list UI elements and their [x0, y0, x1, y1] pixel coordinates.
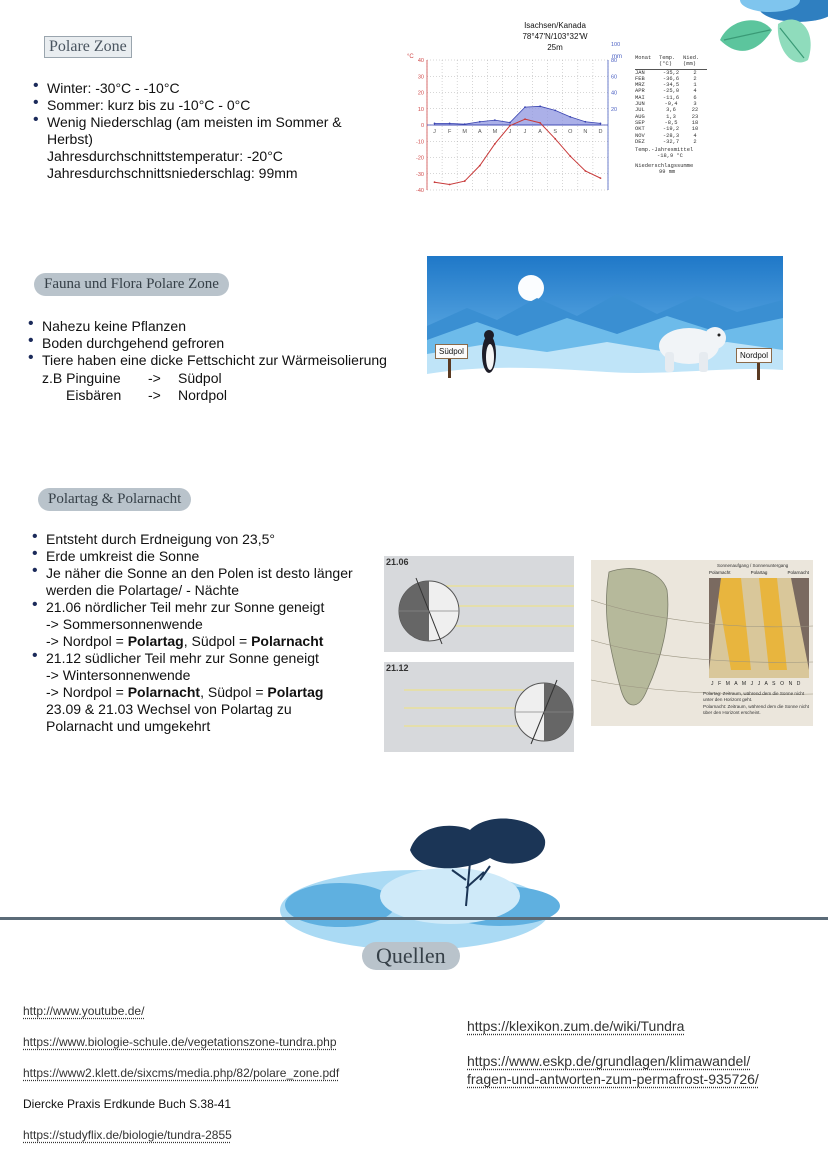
temp-tick-label: -20 [416, 155, 424, 162]
table-cell: 2 [693, 69, 697, 76]
month-tick-label: J [523, 129, 527, 135]
temp-tick-label: 10 [417, 106, 424, 113]
table-cell: 18 [691, 119, 699, 126]
table-cell: DEZ [635, 138, 645, 145]
temp-point [464, 180, 466, 182]
example-row: z.B Pinguine -> Südpol [42, 370, 222, 386]
month-tick-label: J [433, 129, 436, 135]
temp-point [509, 125, 511, 127]
annual-temp-value: -18,9 °C [657, 153, 683, 160]
source-link[interactable]: http://www.youtube.de/ [23, 1004, 145, 1018]
precip-point [464, 123, 466, 125]
list-item: 23.09 & 21.03 Wechsel von Polartag zu Polarnacht und umgekehrt [46, 701, 292, 734]
list-item: • Sommer: kurz bis zu -10°C - 0°C [31, 97, 371, 114]
table-cell: APR [635, 88, 645, 95]
table-cell: AUG [635, 113, 645, 120]
precip-point [449, 122, 451, 124]
source-link[interactable]: https://klexikon.zum.de/wiki/Tundra [467, 1018, 685, 1034]
temp-tick-label: -30 [416, 171, 424, 178]
precip-point [479, 121, 481, 123]
list-item: • Tiere haben eine dicke Fettschicht zur Wärmeisolierung [26, 352, 426, 369]
table-cell: FEB [635, 75, 645, 82]
earth-tilt-diagram-june [384, 556, 574, 652]
table-cell: 3,6 [666, 107, 676, 114]
animal-examples [42, 370, 227, 404]
table-cell: 2 [693, 138, 697, 145]
section-title-polare-zone: Polare Zone [44, 36, 132, 58]
table-cell: -19,2 [662, 126, 680, 133]
list-item: • 21.12 südlicher Teil mehr zur Sonne geneigt [30, 650, 360, 667]
list-item: • Je näher die Sonne an den Polen ist desto länger werden die Polartage/ - Nächte [30, 565, 360, 599]
fauna-flora-bullet-list [26, 318, 426, 369]
precip-point [434, 122, 436, 124]
tree-cloud-illustration [0, 810, 828, 925]
temp-tick-label: -40 [416, 188, 424, 194]
table-cell: -8,5 [664, 119, 678, 126]
month-tick-label: S [553, 129, 558, 135]
temp-tick-label: 30 [417, 74, 424, 81]
list-item: • 21.06 nördlicher Teil mehr zur Sonne geneigt [30, 599, 360, 616]
polar-day-map-photo [591, 560, 813, 726]
list-item: Jahresdurchschnittstemperatur: -20°C [47, 148, 283, 164]
table-header-cell: Monat [635, 55, 652, 61]
list-item: • Boden durchgehend gefroren [26, 335, 426, 352]
list-item: Jahresdurchschnittsniederschlag: 99mm [47, 165, 298, 181]
list-item: • Entsteht durch Erdneigung von 23,5° [30, 531, 360, 548]
table-cell: -36,6 [662, 75, 680, 82]
precip-point [600, 122, 602, 124]
precip-tick-label: 20 [611, 106, 618, 113]
temp-tick-label: 20 [417, 90, 424, 97]
section-title-quellen: Quellen [362, 942, 460, 970]
table-cell: 23 [691, 113, 699, 120]
table-cell: -32,7 [662, 138, 680, 145]
month-tick-label: F [447, 129, 452, 135]
source-link[interactable]: https://studyflix.de/biologie/tundra-2855 [23, 1128, 232, 1142]
table-cell: 10 [691, 126, 699, 133]
month-tick-label: M [492, 129, 498, 135]
map-caption: Polartag: Zeitraum, während dem die Sonne nicht unter den Horizont geht. Polarnacht: Zeitraum, während dem die Sonne nicht über den Horizont erscheint. [703, 691, 809, 715]
table-cell: JUN [635, 101, 645, 108]
precip-sum-value: 99 mm [659, 169, 676, 176]
precip-point [584, 121, 586, 123]
sources-right-list [467, 1018, 807, 1088]
temp-point [449, 184, 451, 186]
table-cell: JUL [635, 107, 645, 114]
list-item: -> Wintersonnenwende [46, 667, 191, 683]
precip-point [539, 105, 541, 107]
table-cell: SEP [635, 119, 645, 126]
table-header-cell: Nied. (mm) [683, 55, 700, 68]
list-item: • Wenig Niederschlag (am meisten im Sommer & Herbst) [31, 114, 371, 148]
climate-table-body [635, 70, 707, 146]
month-tick-label: N [583, 129, 588, 135]
temp-unit-label: °C [407, 54, 414, 60]
precip-tick-label: 80 [611, 58, 618, 64]
temp-tick-label: -10 [416, 139, 424, 146]
list-item: • Erde umkreist die Sonne [30, 548, 360, 565]
section-title-fauna-flora: Fauna und Flora Polare Zone [34, 273, 229, 296]
sources-left-list [23, 1004, 339, 1159]
month-tick-label: M [462, 129, 468, 135]
temp-point [584, 170, 586, 172]
table-cell: -28,3 [662, 132, 680, 139]
source-link[interactable]: https://www.biologie-schule.de/vegetationszone-tundra.php [23, 1035, 337, 1049]
temp-point [569, 155, 571, 157]
divider [0, 917, 828, 920]
list-item: -> Sommersonnenwende [46, 616, 203, 632]
source-link[interactable]: https://www.eskp.de/grundlagen/klimawandel/ fragen-und-antworten-zum-permafrost-935726/ [467, 1053, 759, 1087]
table-cell: -11,6 [662, 94, 680, 101]
temp-point [554, 138, 556, 140]
table-cell: -34,5 [662, 82, 680, 89]
climate-table [635, 55, 707, 175]
table-cell: 4 [693, 132, 697, 139]
station-coords: 78°47'N/103°32'W [522, 32, 588, 41]
precip-point [494, 119, 496, 121]
table-cell: -25,0 [662, 88, 680, 95]
list-item: -> Nordpol = Polarnacht, Südpol = Polartag [46, 684, 324, 700]
diagram-date-label: 21.12 [386, 663, 409, 673]
month-tick-label: D [598, 129, 603, 135]
table-cell: 1,3 [666, 113, 676, 120]
table-cell: 22 [691, 107, 699, 114]
station-elevation: 25m [547, 43, 563, 52]
precip-tick-label: 100 [611, 41, 621, 48]
month-tick-label: A [477, 129, 482, 135]
sign-nordpol: Nordpol [736, 348, 772, 363]
table-cell: 2 [693, 75, 697, 82]
temp-tick-label: 40 [417, 58, 424, 64]
month-tick-label: O [568, 129, 573, 135]
source-book: Diercke Praxis Erdkunde Buch S.38-41 [23, 1097, 232, 1111]
map-months: J F M A M J J A S O N D [711, 681, 802, 687]
section-title-polartag: Polartag & Polarnacht [38, 488, 191, 511]
precip-unit-label: mm [612, 54, 622, 60]
precip-tick-label: 60 [611, 74, 618, 81]
temp-point [524, 118, 526, 120]
table-cell: OKT [635, 126, 645, 133]
precip-point [554, 109, 556, 111]
temp-point [539, 122, 541, 124]
temp-point [494, 143, 496, 145]
table-cell: 1 [693, 82, 697, 89]
sun-icon [518, 275, 544, 301]
climate-table-header [635, 55, 707, 70]
table-cell: 3 [693, 101, 697, 108]
map-column-labels: Polarnacht Polartag Polarnacht [709, 570, 809, 575]
list-item: -> Nordpol = Polartag, Südpol = Polarnacht [46, 633, 324, 649]
map-title: Sonnenaufgang / Sonnenuntergang [717, 563, 789, 568]
example-row: Eisbären -> Nordpol [66, 387, 228, 403]
table-cell: -0,4 [664, 101, 678, 108]
precip-tick-label: 40 [611, 90, 618, 97]
sign-suedpol: Südpol [435, 344, 468, 359]
table-cell: MRZ [635, 82, 645, 89]
earth-tilt-diagram-december [384, 662, 574, 752]
table-cell: JAN [635, 69, 645, 76]
table-header-cell: Temp. (°C) [659, 55, 676, 68]
table-cell: 4 [693, 88, 697, 95]
polartag-bullet-list [30, 531, 360, 735]
month-tick-label: A [538, 129, 542, 135]
table-cell: NOV [635, 132, 645, 139]
table-cell: 6 [693, 94, 697, 101]
temp-point [434, 181, 436, 183]
month-tick-label: J [508, 129, 512, 135]
precip-point [509, 122, 511, 124]
table-cell: -35,2 [662, 69, 680, 76]
list-item: • Nahezu keine Pflanzen [26, 318, 426, 335]
precip-point [569, 116, 571, 118]
table-row [635, 139, 707, 145]
source-link[interactable]: https://www2.klett.de/sixcms/media.php/82/polare_zone.pdf [23, 1066, 340, 1080]
table-cell: MAI [635, 94, 645, 101]
diagram-date-label: 21.06 [386, 557, 409, 567]
temp-point [600, 177, 602, 179]
annual-temp-label: Temp.-Jahresmittel [635, 147, 694, 154]
polar-scene-illustration [427, 256, 783, 390]
precip-point [524, 106, 526, 108]
station-name: Isachsen/Kanada [524, 21, 586, 30]
leaf-decoration-icon [700, 0, 828, 80]
precip-sum-label: Niederschlagssumme [635, 162, 694, 169]
polar-zone-bullet-list [31, 80, 371, 182]
climate-header [500, 20, 610, 53]
tree-crown-icon [410, 819, 545, 869]
list-item: • Winter: -30°C - -10°C [31, 80, 371, 97]
temp-tick-label: 0 [420, 123, 424, 129]
temp-point [479, 165, 481, 167]
